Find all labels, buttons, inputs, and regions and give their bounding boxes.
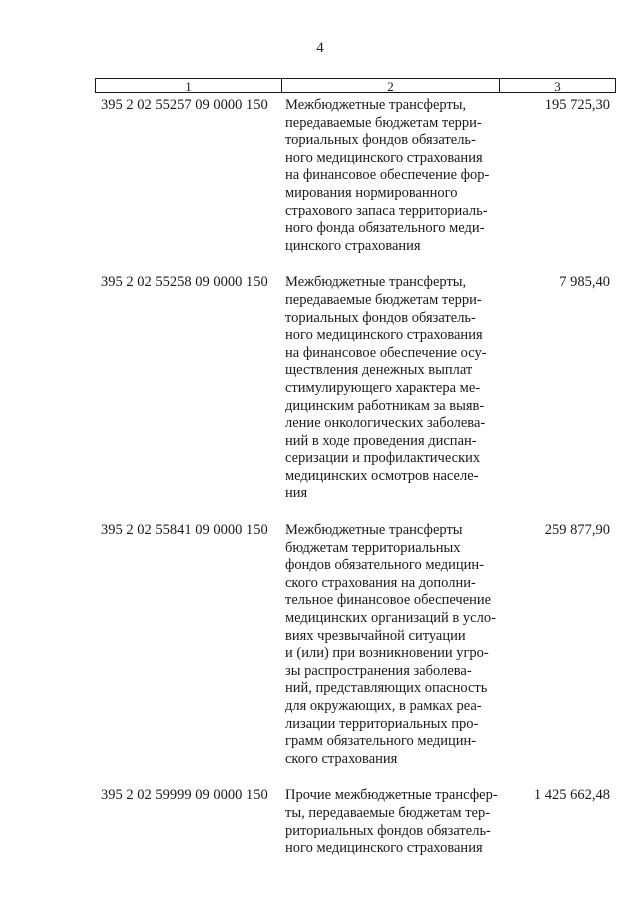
description-line: мирования нормированного <box>285 184 458 201</box>
description-line: тельное финансовое обеспечение <box>285 592 492 609</box>
description-line: передаваемые бюджетам терри- <box>285 291 482 308</box>
description-line: ского страхования <box>285 750 398 767</box>
description-line: Межбюджетные трансферты, <box>285 97 467 113</box>
description-line: ний, представляющих опасность <box>285 680 488 697</box>
description-line: ного медицинского страхования <box>285 840 483 857</box>
table-row <box>95 274 616 503</box>
table-header-row <box>95 78 616 93</box>
description-line: виях чрезвычайной ситуации <box>285 627 466 644</box>
description-line: на финансовое обеспечение осу- <box>285 344 487 361</box>
description-line: медицинских осмотров населе- <box>285 467 479 484</box>
description-line: медицинских организаций в усло- <box>285 610 496 627</box>
description-line: страхового запаса территориаль- <box>285 202 488 219</box>
description-line: ты, передаваемые бюджетам тер- <box>285 804 491 821</box>
table-header-col-1: 1 <box>96 79 282 92</box>
page-number: 4 <box>316 40 324 56</box>
row-amount: 7 985,40 <box>559 274 610 291</box>
description-line: грамм обязательного медицин- <box>285 733 477 750</box>
description-line: серизации и профилактических <box>285 450 481 467</box>
description-line: ского страхования на дополни- <box>285 574 476 591</box>
table-header-col-3: 3 <box>554 79 561 94</box>
description-line: стимулирующего характера ме- <box>285 379 481 396</box>
description-line: ториальных фондов обязатель- <box>285 309 476 326</box>
description-line: зы распространения заболева- <box>285 662 472 679</box>
description-line: и (или) при возникновении угро- <box>285 645 489 662</box>
row-code: 395 2 02 59999 09 0000 150 <box>101 787 268 804</box>
table-row <box>95 522 616 768</box>
row-amount: 259 877,90 <box>544 522 610 539</box>
row-description <box>281 274 506 503</box>
description-line: ний в ходе проведения диспан- <box>285 432 477 449</box>
description-line: для окружающих, в рамках реа- <box>285 698 482 714</box>
table-header-col-2: 2 <box>282 79 500 92</box>
description-line: бюджетам территориальных <box>285 539 461 556</box>
description-line: передаваемые бюджетам терри- <box>285 114 482 131</box>
description-line: Межбюджетные трансферты, <box>285 274 467 291</box>
description-line: ного медицинского страхования <box>285 149 483 166</box>
row-amount: 1 425 662,48 <box>533 787 610 804</box>
table-row <box>95 787 616 857</box>
row-description <box>281 97 506 255</box>
description-line: ление онкологических заболева- <box>285 415 486 432</box>
table-row <box>95 97 616 255</box>
description-line: ториальных фондов обязатель- <box>285 132 476 149</box>
row-description <box>281 787 506 857</box>
description-line: ного фонда обязательного меди- <box>285 220 485 237</box>
row-code: 395 2 02 55257 09 0000 150 <box>101 97 268 113</box>
description-line: ществления денежных выплат <box>285 362 473 379</box>
row-code: 395 2 02 55841 09 0000 150 <box>101 522 268 539</box>
description-line: фондов обязательного медицин- <box>285 557 484 574</box>
description-line: ния <box>285 485 308 502</box>
row-code: 395 2 02 55258 09 0000 150 <box>101 274 268 291</box>
description-line: цинского страхования <box>285 237 421 254</box>
description-line: Межбюджетные трансферты <box>285 522 463 539</box>
description-line: ного медицинского страхования <box>285 327 483 344</box>
description-line: дицинским работникам за выяв- <box>285 397 485 414</box>
row-amount: 195 725,30 <box>544 97 610 113</box>
description-line: риториальных фондов обязатель- <box>285 822 491 839</box>
description-line: лизации территориальных про- <box>285 715 479 732</box>
description-line: на финансовое обеспечение фор- <box>285 167 490 184</box>
table-body <box>95 97 616 858</box>
description-line: Прочие межбюджетные трансфер- <box>285 787 498 804</box>
row-description <box>281 522 506 768</box>
